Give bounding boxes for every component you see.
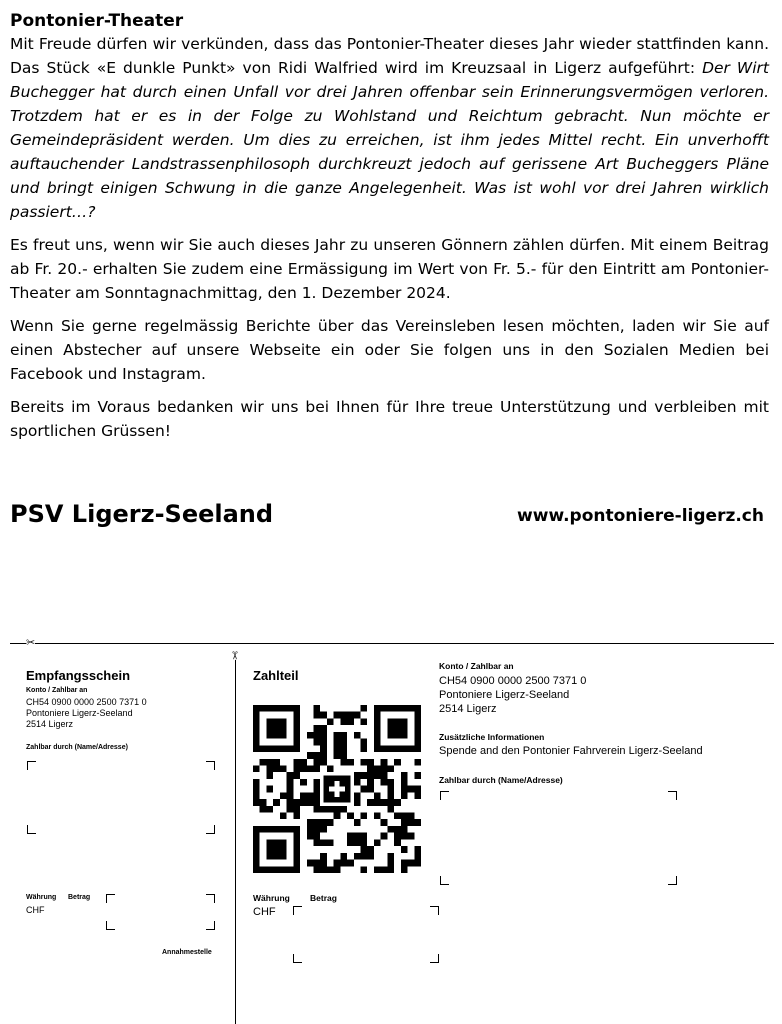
scissors-icon: ✂	[228, 650, 242, 661]
payment-currency-label: Währung	[253, 893, 290, 903]
payment-amount-label: Betrag	[310, 893, 337, 903]
swiss-qr-code-icon	[253, 705, 421, 873]
payment-info-label: Zusätzliche Informationen	[439, 732, 545, 742]
organization-name: PSV Ligerz-Seeland	[10, 500, 274, 528]
synopsis-text: Der Wirt Buchegger hat durch einen Unfall vor drei Jahren offenbar sein Erinnerungsvermögen verloren. Trotzdem hat er es in der Folge zu Wohlstand und Reichtum gebracht. Nun möchte er Gemeindepräsident werden. Um dies zu erreichen, ist ihm jedes Mittel recht. Ein unverhofft auftauchender Landstrassenphilosoph durchkreuzt jedoch auf gerissene Art Bucheggers Pläne und bringt einigen Schwung in die ganze Angelegenheit. Was ist wohl vor drei Jahren wirklich passiert…?	[10, 59, 769, 221]
payment-account-label: Konto / Zahlbar an	[439, 661, 514, 671]
payment-info: Spende and den Pontonier Fahrverein Ligerz-Seeland	[439, 745, 703, 757]
paragraph-thanks: Bereits im Voraus bedanken wir uns bei Ihnen für Ihre treue Unterstützung und verbleiben mit sportlichen Grüssen!	[10, 398, 769, 440]
receipt-title: Empfangsschein	[26, 668, 131, 683]
receipt-amount-label: Betrag	[68, 894, 91, 901]
article-heading: Pontonier-Theater	[10, 11, 184, 31]
paragraph-intro	[10, 32, 769, 224]
receipt-payable-by-label: Zahlbar durch (Name/Adresse)	[26, 744, 128, 751]
payment-creditor-city: 2514 Ligerz	[439, 703, 497, 715]
receipt-creditor-name: Pontoniere Ligerz-Seeland	[26, 708, 133, 718]
qr-bill	[0, 620, 782, 1024]
payment-title: Zahlteil	[253, 668, 299, 683]
payment-payable-by-label: Zahlbar durch (Name/Adresse)	[439, 775, 563, 785]
perforation-line	[10, 643, 774, 644]
receipt-currency: CHF	[26, 905, 45, 915]
payment-iban: CH54 0900 0000 2500 7371 0	[439, 675, 587, 687]
receipt-creditor-city: 2514 Ligerz	[26, 719, 74, 729]
paragraph-patrons: Es freut uns, wenn wir Sie auch dieses Jahr zu unseren Gönnern zählen dürfen. Mit einem Beitrag ab Fr. 20.- erhalten Sie zudem eine Ermässigung im Wert von Fr. 5.- für den Eintritt am Pontonier-Theater am Sonntagnachmittag, den 1. Dezember 2024.	[10, 236, 769, 302]
receipt-currency-label: Währung	[26, 894, 57, 901]
letter-footer	[10, 498, 770, 532]
letter-body	[10, 10, 769, 452]
intro-text: Mit Freude dürfen wir verkünden, dass das Pontonier-Theater dieses Jahr wieder stattfinden kann. Das Stück «E dunkle Punkt» von Ridi Walfried wird im Kreuzsaal in Ligerz aufgeführt:	[10, 35, 769, 77]
paragraph-website: Wenn Sie gerne regelmässig Berichte über das Vereinsleben lesen möchten, laden wir Sie auf einen Abstecher auf unsere Webseite ein oder Sie folgen uns in den Sozialen Medien bei Facebook und Instagram.	[10, 317, 769, 383]
receipt-iban: CH54 0900 0000 2500 7371 0	[26, 697, 147, 707]
perforation-vertical	[235, 652, 236, 1024]
payment-currency: CHF	[253, 906, 276, 918]
website-link[interactable]: www.pontoniere-ligerz.ch	[517, 506, 764, 526]
receipt-acceptance-point: Annahmestelle	[162, 949, 212, 956]
scissors-icon: ✂	[26, 636, 36, 649]
payment-creditor-name: Pontoniere Ligerz-Seeland	[439, 689, 570, 701]
receipt-account-label: Konto / Zahlbar an	[26, 687, 88, 694]
